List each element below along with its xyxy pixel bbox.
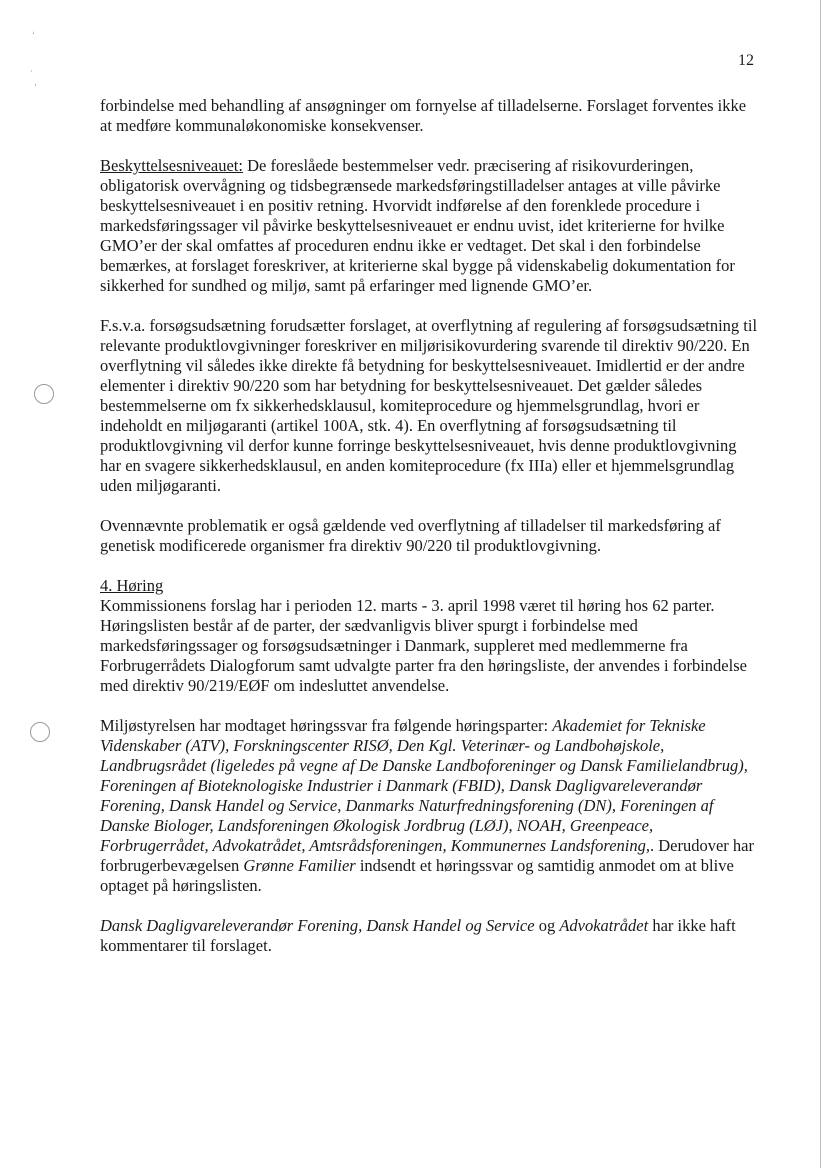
party-name: Advokatrådet (559, 916, 649, 935)
paragraph: forbindelse med behandling af ansøgninger om fornyelse af tilladelserne. Forslaget forventes ikke at medføre kommunaløkonomiske konsekvenser. (100, 96, 747, 135)
paragraph-text: Miljøstyrelsen har modtaget høringssvar fra følgende høringsparter: (100, 716, 553, 735)
paragraph-beskyttelsesniveau (100, 156, 760, 296)
paragraph-text: . Derudover har forbrugerbevægelsen (100, 836, 754, 875)
paragraph: Kommissionens forslag har i perioden 12. marts - 3. april 1998 været til høring hos 62 parter. Høringslisten består af de parter, der sædvanligvis bliver spurgt i forbindelse med markedsføringssager og forsøgsudsætninger i Danmark, suppleret med medlemmerne fra Forbrugerrådets Dialogforum samt udvalgte parter fra den høringsliste, der anvendes i forbindelse med direktiv 90/219/EØF om indesluttet anvendelse. (100, 596, 747, 695)
paragraph: F.s.v.a. forsøgsudsætning forudsætter forslaget, at overflytning af regulering af forsøgsudsætning til relevante produktlovgivninger foreskriver en miljørisikovurdering svarende til direktiv 90/220. En overflytning vil således ikke direkte få betydning for beskyttelsesniveauet. Imidlertid er der andre elementer i direktiv 90/220 som har betydning for beskyttelsesniveauet. Det gælder således bestemmelserne om fx sikkerhedsklausul, komiteprocedure og hjemmelsgrundlag, hvori er indeholdt en miljøgaranti (artikel 100A, stk. 4). En overflytning af forsøgsudsætning til produktlovgivning vil derfor kunne forringe beskyttelsesniveauet, hvis denne produktlovgivning har en svagere sikkerhedsklausul, en anden komiteprocedure (fx IIIa) eller et hjemmelsgrundlag uden miljøgaranti. (100, 316, 758, 495)
punch-hole-icon (34, 384, 54, 404)
paragraph-text: indsendt et høringssvar og samtidig anmodet om at blive optaget på høringslisten. (100, 856, 734, 895)
party-list: Dansk Dagligvareleverandør Forening, Dansk Handel og Service (100, 916, 535, 935)
paragraph-text: og (534, 916, 560, 935)
paragraph-no-comments (100, 916, 760, 956)
punch-hole-icon (30, 722, 50, 742)
paragraph-hoeringsparter (100, 716, 760, 896)
scan-mark: · (30, 66, 33, 76)
inline-label: Beskyttelsesniveauet: (100, 156, 243, 175)
page-edge-line (820, 0, 821, 1168)
scan-mark: ‘ (32, 30, 35, 40)
paragraph-text: De foreslåede bestemmelser vedr. præcisering af risikovurderingen, obligatorisk overvågning og tidsbegrænsede markedsføringstilladelser antages at ville påvirke beskyttelsesniveauet i en positiv retning. Hvorvidt indførelse af den forenklede procedure i markedsføringssager vil påvirke beskyttelsesniveauet er endnu uvist, idet kriterierne for hvilke GMO’er der skal omfattes af proceduren endnu ikke er vedtaget. Det skal i den forbindelse bemærkes, at forslaget foreskriver, at kriterierne skal bygge på videnskabelig dokumentation for sikkerhed for sundhed og miljø, samt på erfaringer med lignende GMO’er. (100, 156, 735, 295)
paragraph: Ovennævnte problematik er også gældende ved overflytning af tilladelser til markedsføring af genetisk modificerede organismer fra direktiv 90/220 til produktlovgivning. (100, 516, 721, 555)
party-name: Grønne Familier (243, 856, 356, 875)
page-number: 12 (738, 52, 754, 69)
scan-mark: ʻ (34, 82, 37, 92)
party-list: Akademiet for Tekniske Videnskaber (ATV), Forskningscenter RISØ, Den Kgl. Veterinær- og Landbohøjskole, Landbrugsrådet (ligeledes på vegne af De Danske Landboforeninger og Dansk Familielandbrug), Foreningen af Bioteknologiske Industrier i Danmark (FBID), Dansk Dagligvareleverandør Forening, Dansk Handel og Service, Danmarks Naturfredningsforening (DN), Foreningen af Danske Biologer, Landsforeningen Økologisk Jordbrug (LØJ), NOAH, Greenpeace, Forbrugerrådet, Advokatrådet, Amtsrådsforeningen, Kommunernes Landsforening, (100, 716, 748, 855)
paragraph-text: har ikke haft kommentarer til forslaget. (100, 916, 736, 955)
document-body (100, 96, 760, 976)
section-heading: 4. Høring (100, 576, 164, 595)
section-hoering (100, 576, 760, 696)
